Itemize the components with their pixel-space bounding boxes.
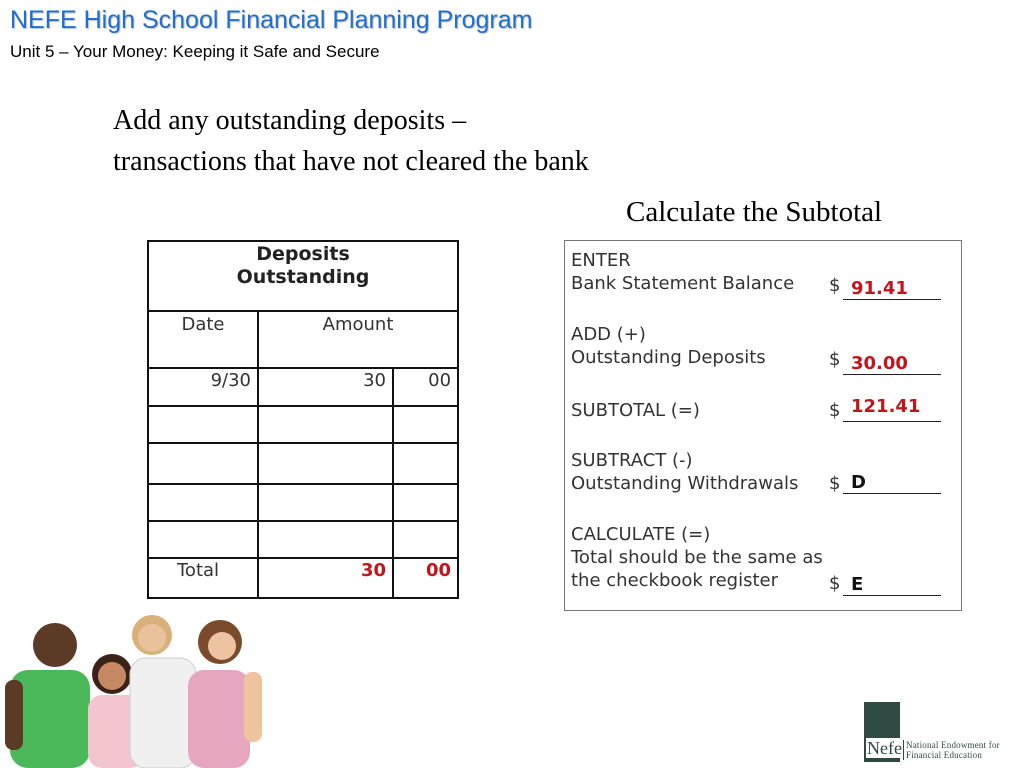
total-dollars: 30: [258, 558, 393, 598]
calculate-subtotal-heading: Calculate the Subtotal: [626, 196, 883, 228]
item-heading: SUBTRACT (-): [571, 450, 693, 471]
total-cents: 00: [393, 558, 458, 598]
student-figure-4: [188, 620, 262, 768]
deposits-outstanding-table: [147, 240, 459, 599]
amount-column-header: Amount: [258, 311, 458, 368]
item-heading: ENTER: [571, 250, 631, 271]
row-cents: [393, 443, 458, 484]
dollar-sign: $: [829, 349, 841, 370]
table-title-line2: Outstanding: [236, 266, 370, 288]
date-column-header: Date: [148, 311, 258, 368]
row-cents: [393, 406, 458, 443]
table-title: [148, 241, 458, 311]
program-title: NEFE High School Financial Planning Program: [10, 6, 533, 34]
row-dollars: [258, 521, 393, 558]
student-figure-3: [130, 615, 196, 768]
dollar-sign: $: [829, 400, 841, 421]
dollar-sign: $: [829, 473, 841, 494]
table-title-line1: Deposits: [256, 243, 350, 265]
unit-subtitle: Unit 5 – Your Money: Keeping it Safe and Secure: [10, 42, 380, 61]
item-heading: ADD (+): [571, 324, 646, 345]
amount-value: 91.41: [851, 278, 908, 299]
nefe-logo-mark: Nefe: [867, 738, 902, 758]
item-description: Outstanding Withdrawals: [571, 473, 799, 494]
table-row: [148, 443, 458, 484]
item-heading: SUBTOTAL (=): [571, 400, 700, 421]
student-figure-1: [5, 623, 90, 768]
row-dollars: [258, 443, 393, 484]
item-description: Total should be the same as: [571, 547, 823, 568]
amount-value: 121.41: [851, 396, 921, 417]
worksheet-item: [571, 323, 766, 369]
worksheet-item: [571, 249, 794, 295]
row-date: [148, 443, 258, 484]
worksheet-item: [571, 399, 700, 422]
total-label: Total: [148, 558, 258, 598]
table-row: [148, 521, 458, 558]
row-date: [148, 521, 258, 558]
logo-line1: National Endowment for: [906, 740, 1000, 750]
table-row: [148, 484, 458, 521]
total-row: [148, 558, 458, 598]
amount-value: 30.00: [851, 353, 908, 374]
instruction-text: Add any outstanding deposits – transactions that have not cleared the bank: [113, 105, 589, 177]
subtotal-worksheet: [564, 240, 962, 611]
item-heading: CALCULATE (=): [571, 524, 711, 545]
item-description: Bank Statement Balance: [571, 273, 795, 294]
amount-blank: [843, 396, 941, 422]
nefe-logo-text: [903, 740, 1024, 760]
row-cents: [393, 484, 458, 521]
dollar-sign: $: [829, 275, 841, 296]
table-row: [148, 406, 458, 443]
students-photo: [0, 610, 270, 768]
amount-blank: [843, 354, 941, 375]
row-date: [148, 484, 258, 521]
row-date: [148, 406, 258, 443]
logo-line2: Financial Education: [906, 750, 983, 760]
row-cents: 00: [393, 368, 458, 406]
amount-value: D: [851, 472, 866, 493]
worksheet-item: [571, 449, 798, 495]
item-description: Outstanding Deposits: [571, 347, 766, 368]
item-description-cont: the checkbook register: [571, 570, 778, 591]
worksheet-item: [571, 523, 823, 592]
row-dollars: [258, 406, 393, 443]
amount-value: E: [851, 574, 864, 595]
row-dollars: 30: [258, 368, 393, 406]
row-dollars: [258, 484, 393, 521]
amount-blank: [843, 473, 941, 494]
row-cents: [393, 521, 458, 558]
table-row: [148, 368, 458, 406]
row-date: 9/30: [148, 368, 258, 406]
dollar-sign: $: [829, 573, 841, 594]
amount-blank: [843, 279, 941, 300]
amount-blank: [843, 575, 941, 596]
